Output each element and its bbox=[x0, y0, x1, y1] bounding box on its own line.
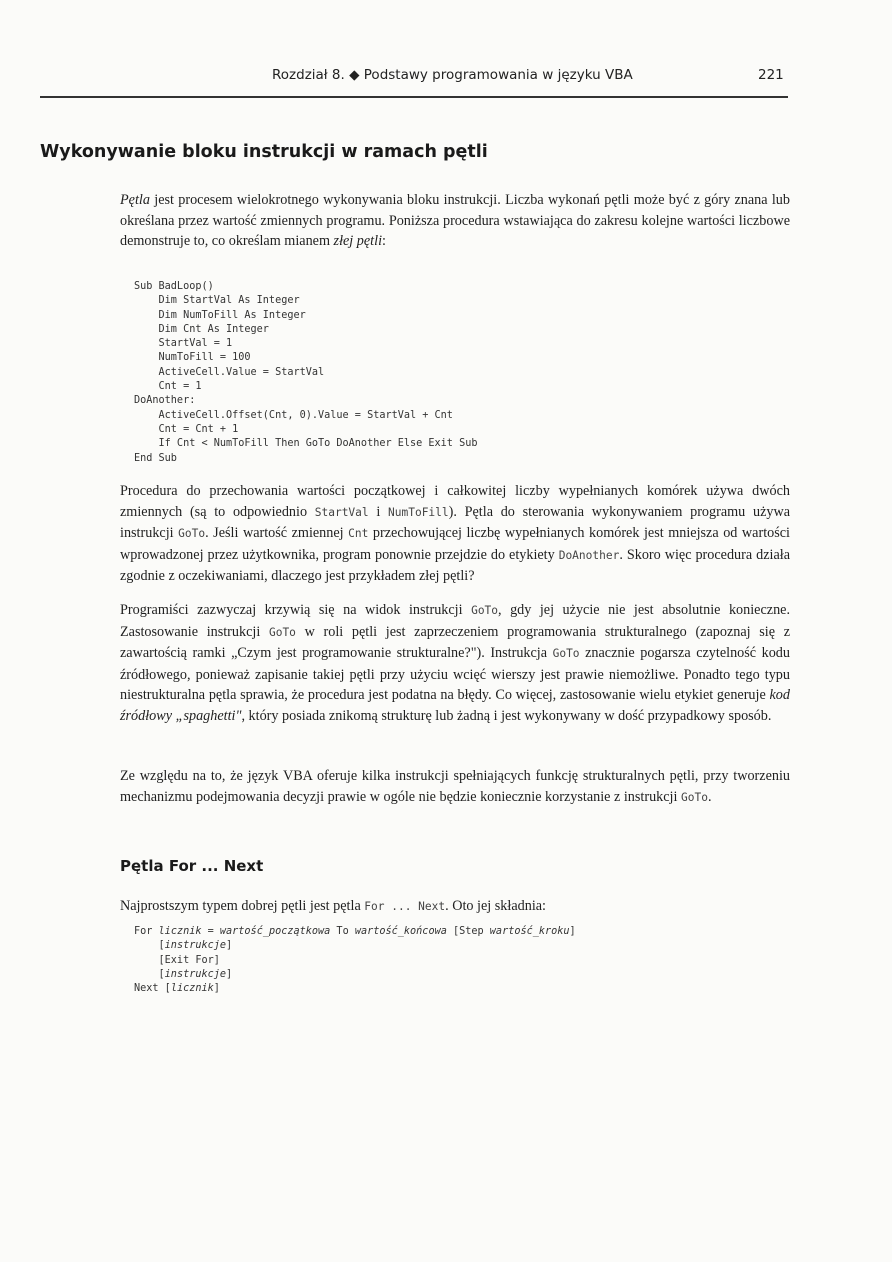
paragraph-text: znacznie pogarsza czytelność kodu źródłowego, ponieważ zapisanie takiej pętli przy użyciu wcięć wierszy jest prawie niemożliwe. Ponadto tego typu niestrukturalna pętla sprawia, że procedura jest podatna na błędy. Co więcej, zastosowanie wielu etykiet generuje bbox=[120, 645, 790, 703]
code-placeholder: wartość_kroku bbox=[489, 926, 570, 937]
paragraph-for-next bbox=[120, 896, 790, 918]
section-heading: Wykonywanie bloku instrukcji w ramach pętli bbox=[40, 142, 488, 162]
inline-code: GoTo bbox=[178, 527, 206, 540]
inline-code: GoTo bbox=[471, 604, 499, 617]
inline-code: DoAnother bbox=[558, 548, 620, 562]
code-token: ] bbox=[226, 968, 233, 980]
running-header bbox=[0, 64, 892, 90]
code-token: ] bbox=[569, 926, 576, 937]
running-title: Rozdział 8. ◆ Podstawy programowania w języku VBA bbox=[272, 67, 633, 83]
code-placeholder: wartość_początkowa bbox=[219, 926, 331, 937]
paragraph-text: ). Pętla do sterowania wykonywaniem programu używa instrukcji bbox=[120, 503, 790, 541]
code-token: For bbox=[134, 926, 159, 937]
paragraph-text: w roli pętli jest zaprzeczeniem programowania strukturalnego (zapoznaj się z zawartością ramki „Czym jest programowanie strukturalne?"). Instrukcja bbox=[120, 623, 791, 661]
paragraph-text: Procedura do przechowania wartości początkowej i całkowitej liczby wypełnianych komórek używa dwóch zmiennych (są to odpowiednio bbox=[120, 483, 790, 520]
paragraph-text: jest procesem wielokrotnego wykonywania bloku instrukcji. Liczba wykonań pętli może być z góry znana lub określana przez wartość zmiennych programu. Poniższa procedura wstawiająca do zakresu kolejne wartości liczbowe demonstruje to, co określam mianem bbox=[120, 192, 790, 249]
code-placeholder: instrukcje bbox=[164, 968, 227, 980]
paragraph-text: przechowującej liczbę wypełnianych komórek jest mniejsza od wartości wprowadzonej przez użytkownika, program ponownie przejdzie do etykiety bbox=[120, 525, 790, 563]
code-token: [Exit For] bbox=[134, 954, 220, 966]
paragraph-intro bbox=[120, 190, 790, 252]
code-token: = bbox=[201, 926, 220, 937]
paragraph-text: , który posiada znikomą strukturę lub żadną i jest wykonywany w dość przypadkowy sposób. bbox=[241, 707, 772, 724]
code-token: ] bbox=[213, 983, 220, 995]
inline-code: StartVal bbox=[314, 505, 369, 519]
code-placeholder: wartość_końcowa bbox=[354, 926, 447, 937]
header-rule bbox=[40, 96, 788, 98]
paragraph-text: Programiści zazwyczaj krzywią się na widok instrukcji bbox=[120, 602, 472, 618]
inline-code: Cnt bbox=[348, 527, 369, 540]
inline-code: GoTo bbox=[268, 625, 296, 639]
inline-code: GoTo bbox=[552, 647, 580, 660]
code-placeholder: licznik bbox=[158, 926, 202, 937]
paragraph-text: . Skoro więc procedura działa zgodnie z oczekiwaniami, dlaczego jest przykładem złej pętli? bbox=[120, 546, 791, 584]
inline-code: GoTo bbox=[680, 790, 708, 804]
paragraph-text: . Oto jej składnia: bbox=[445, 898, 546, 914]
page-number: 221 bbox=[758, 67, 784, 83]
paragraph-text: Najprostszym typem dobrej pętli jest pętla bbox=[120, 898, 365, 914]
paragraph-text: : bbox=[382, 233, 386, 249]
inline-code: For ... Next bbox=[364, 900, 446, 913]
term-spaghetti: kod źródłowy „spaghetti" bbox=[120, 687, 790, 724]
inline-code: NumToFill bbox=[388, 505, 449, 519]
paragraph-text: . bbox=[707, 788, 712, 805]
code-placeholder: licznik bbox=[170, 983, 214, 995]
paragraph-vba-loops bbox=[120, 766, 790, 808]
code-token: [ bbox=[134, 968, 165, 980]
paragraph-procedure bbox=[120, 481, 790, 587]
code-token: Next [ bbox=[134, 983, 171, 995]
paragraph-goto bbox=[120, 600, 790, 726]
code-token: [ bbox=[134, 940, 165, 952]
code-token: [Step bbox=[446, 926, 490, 937]
term-petla: Pętla bbox=[120, 192, 150, 208]
code-listing-badloop: Sub BadLoop() Dim StartVal As Integer Dim NumToFill As Integer Dim Cnt As Integer StartVal = 1 NumToFill = 100 ActiveCell.Value = StartVal Cnt = 1 DoAnother: ActiveCell.Offset(Cnt, 0).Value = StartVal + Cnt Cnt = Cnt + 1 If Cnt < NumToFill Then GoTo DoAnother Else Exit Sub End Sub bbox=[134, 281, 478, 464]
paragraph-text: Ze względu na to, że język VBA oferuje kilka instrukcji spełniających funkcję strukturalnych pętli, przy tworzeniu mechanizmu podejmowania decyzji prawie w ogóle nie będzie koniecznie korzystanie z instrukcji bbox=[120, 768, 790, 805]
paragraph-text: i bbox=[368, 503, 389, 520]
paragraph-text: . Jeśli wartość zmiennej bbox=[205, 525, 349, 541]
code-syntax-for-next bbox=[134, 925, 576, 996]
term-zla-petla: złej pętli bbox=[333, 233, 383, 249]
paragraph-text: , gdy jej użycie nie jest absolutnie konieczne. Zastosowanie instrukcji bbox=[120, 602, 791, 640]
code-token: To bbox=[330, 926, 355, 937]
subsection-heading: Pętla For ... Next bbox=[120, 857, 264, 875]
code-token: ] bbox=[226, 940, 233, 952]
code-placeholder: instrukcje bbox=[164, 940, 227, 952]
